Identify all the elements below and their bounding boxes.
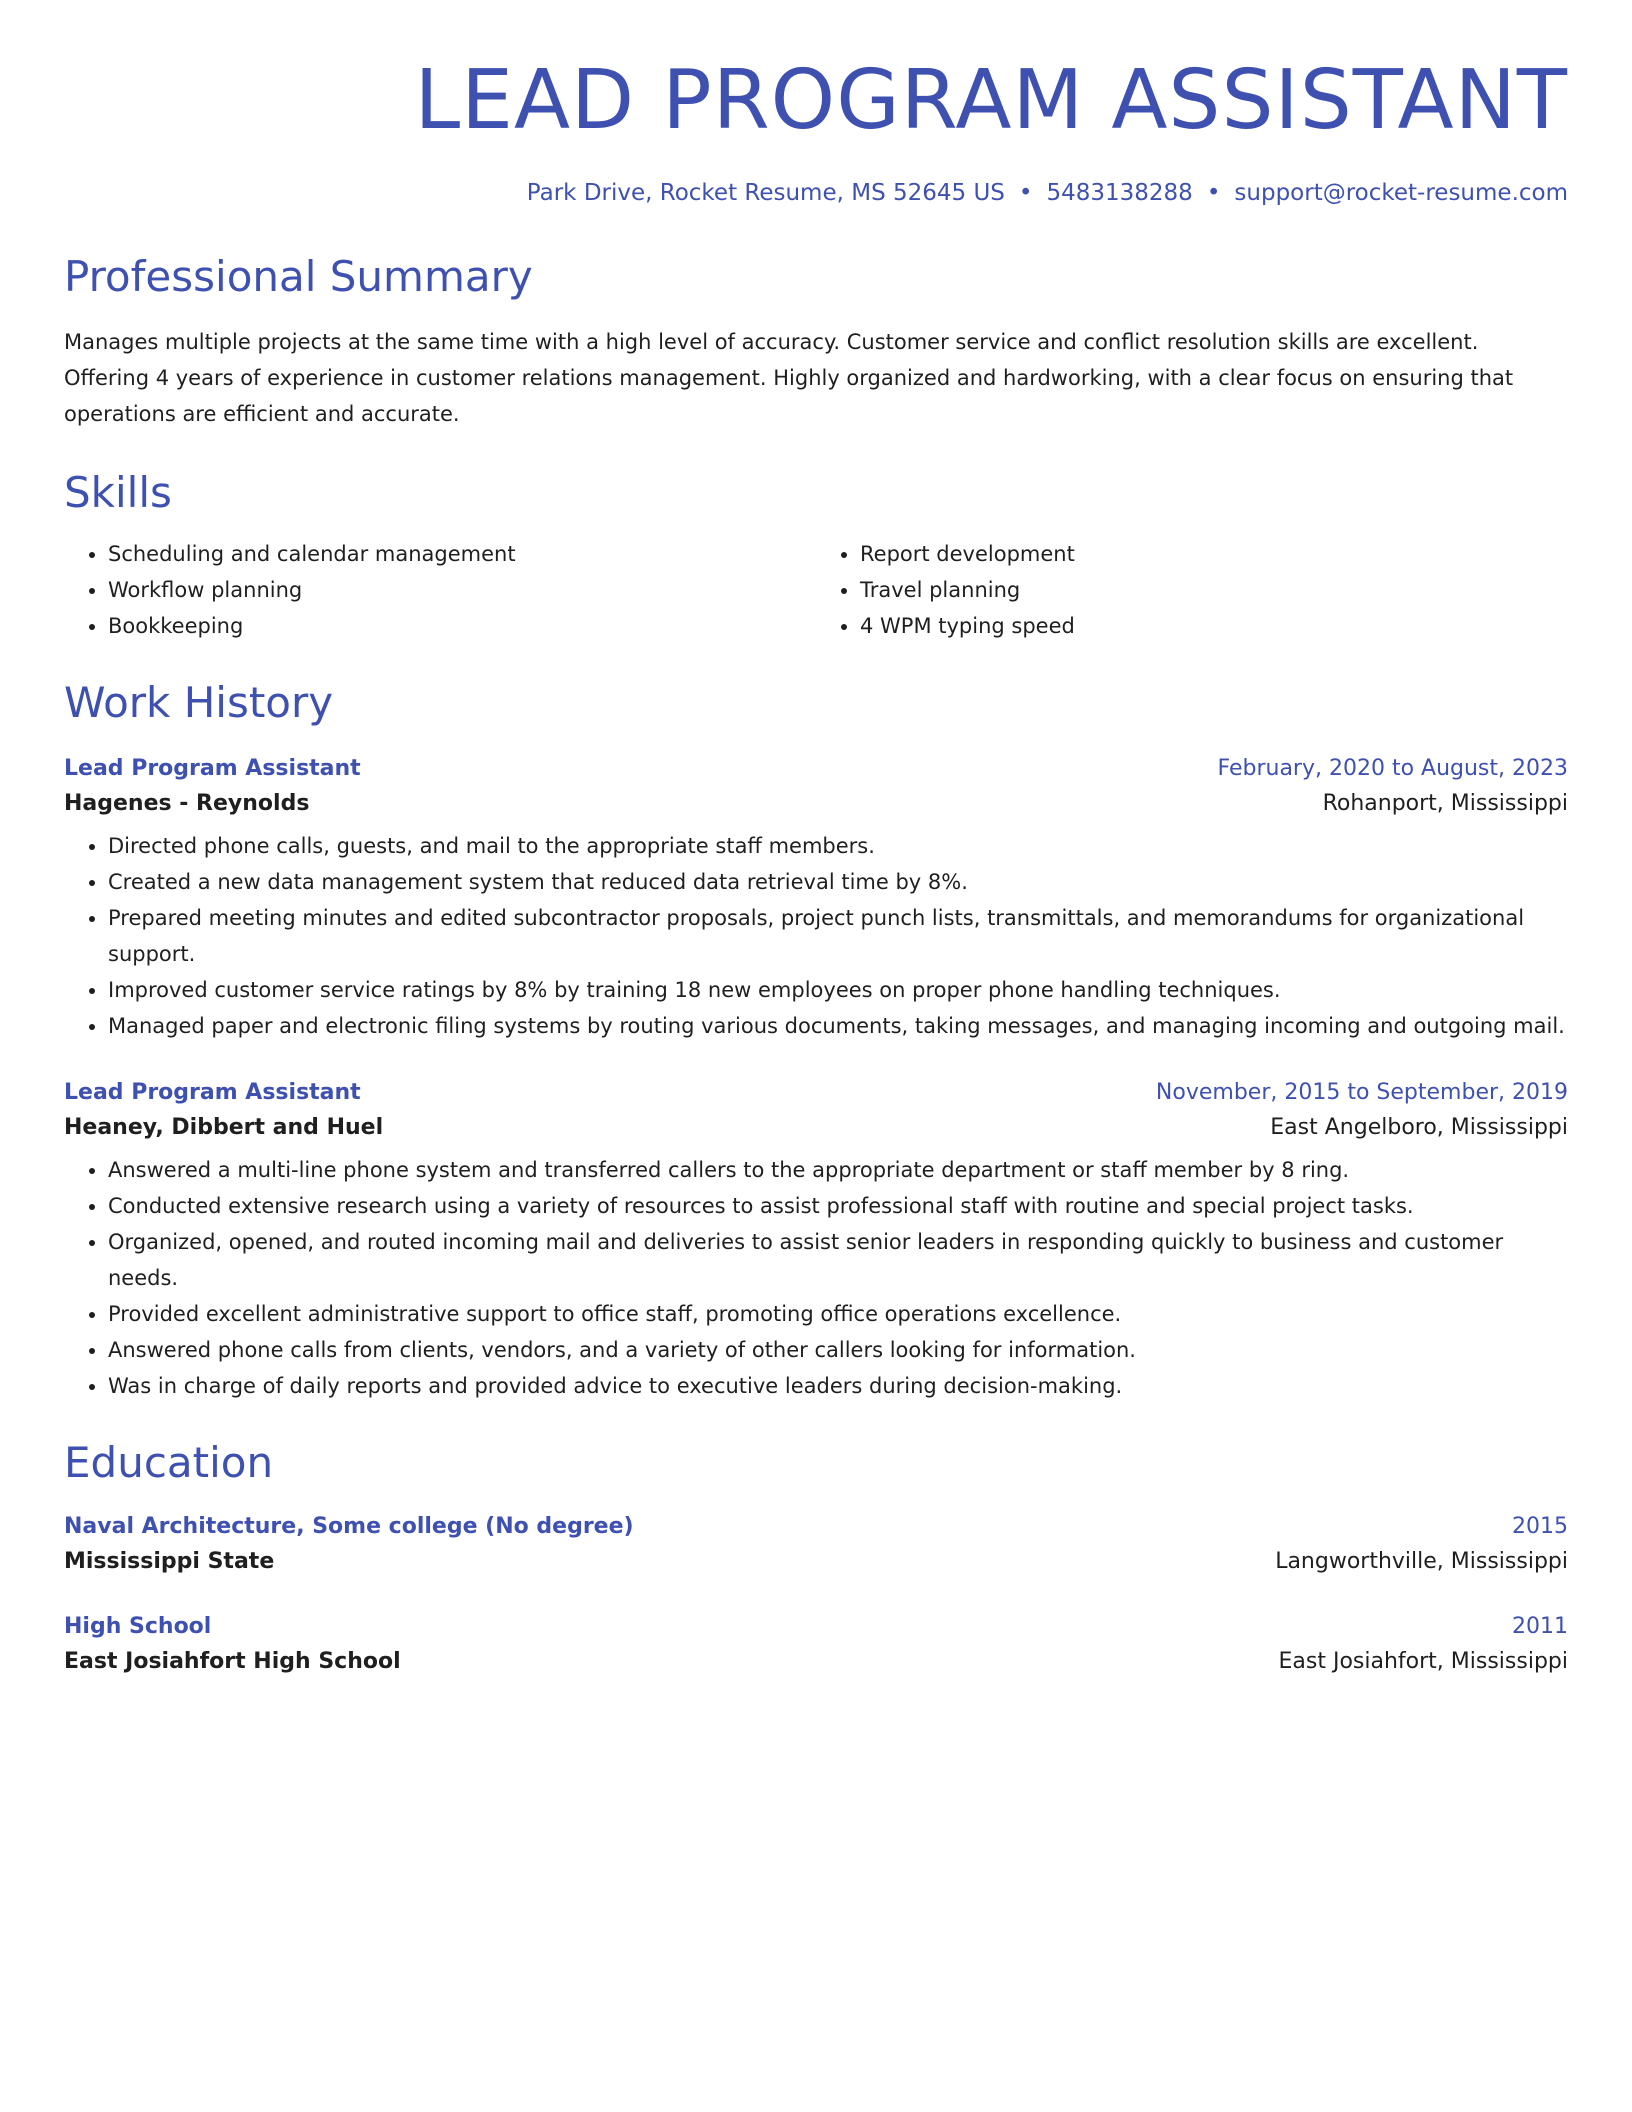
skills-column-left bbox=[64, 536, 816, 644]
job-entry bbox=[64, 1080, 1568, 1404]
job-location: Rohanport, Mississippi bbox=[1322, 791, 1568, 816]
job-bullet: • Prepared meeting minutes and edited subcontractor proposals, project punch lists, transmittals, and memorandums for organizational support. bbox=[108, 900, 1568, 972]
job-entry bbox=[64, 756, 1568, 1044]
job-bullet: • Directed phone calls, guests, and mail to the appropriate staff members. bbox=[108, 828, 1568, 864]
contact-line bbox=[64, 180, 1568, 206]
job-bullet: • Provided excellent administrative support to office staff, promoting office operations excellence. bbox=[108, 1296, 1568, 1332]
work-history-heading: Work History bbox=[64, 678, 334, 727]
summary-heading: Professional Summary bbox=[64, 252, 533, 301]
job-bullet: • Improved customer service ratings by 8% by training 18 new employees on proper phone handling techniques. bbox=[108, 972, 1568, 1008]
job-bullet: • Answered a multi-line phone system and transferred callers to the appropriate department or staff member by 8 ring. bbox=[108, 1152, 1568, 1188]
contact-separator: • bbox=[1018, 180, 1033, 206]
job-bullet: • Was in charge of daily reports and provided advice to executive leaders during decision-making. bbox=[108, 1368, 1568, 1404]
contact-separator: • bbox=[1206, 180, 1221, 206]
education-entry bbox=[64, 1614, 1568, 1674]
education-school: Mississippi State bbox=[64, 1549, 275, 1574]
education-entry bbox=[64, 1514, 1568, 1574]
job-bullet: • Managed paper and electronic filing systems by routing various documents, taking messages, and managing incoming and outgoing mail. bbox=[108, 1008, 1568, 1044]
summary-text: Manages multiple projects at the same time with a high level of accuracy. Customer service and conflict resolution skills are excellent. Offering 4 years of experience in customer relations management. Highly organized and hardworking, with a clear focus on ensuring that operations are efficient and accurate. bbox=[64, 330, 1514, 426]
education-school: East Josiahfort High School bbox=[64, 1649, 401, 1674]
job-bullet: • Created a new data management system that reduced data retrieval time by 8%. bbox=[108, 864, 1568, 900]
education-year: 2015 bbox=[1512, 1514, 1568, 1539]
job-bullets bbox=[64, 828, 1568, 1044]
education-location: East Josiahfort, Mississippi bbox=[1278, 1649, 1568, 1674]
skills-list bbox=[64, 536, 1568, 644]
skill-item: • Bookkeeping bbox=[108, 608, 816, 644]
contact-email: support@rocket-resume.com bbox=[1234, 180, 1568, 206]
skills-column-right bbox=[816, 536, 1568, 644]
job-bullet: • Answered phone calls from clients, vendors, and a variety of other callers looking for information. bbox=[108, 1332, 1568, 1368]
job-role: Lead Program Assistant bbox=[64, 756, 361, 781]
job-company: Hagenes - Reynolds bbox=[64, 791, 310, 816]
education-degree: Naval Architecture, Some college (No degree) bbox=[64, 1514, 634, 1539]
job-bullets bbox=[64, 1152, 1568, 1404]
skills-heading: Skills bbox=[64, 468, 172, 517]
contact-address: Park Drive, Rocket Resume, MS 52645 US bbox=[526, 180, 1005, 206]
skill-item: • Scheduling and calendar management bbox=[108, 536, 816, 572]
skill-item: • Workflow planning bbox=[108, 572, 816, 608]
job-company: Heaney, Dibbert and Huel bbox=[64, 1115, 384, 1140]
contact-phone: 5483138288 bbox=[1046, 180, 1193, 206]
job-dates: February, 2020 to August, 2023 bbox=[1217, 756, 1568, 781]
skill-item: • Travel planning bbox=[860, 572, 1568, 608]
education-location: Langworthville, Mississippi bbox=[1275, 1549, 1568, 1574]
education-heading: Education bbox=[64, 1438, 274, 1487]
resume-name: LEAD PROGRAM ASSISTANT bbox=[414, 53, 1568, 148]
skill-item: • Report development bbox=[860, 536, 1568, 572]
skill-item: • 4 WPM typing speed bbox=[860, 608, 1568, 644]
education-year: 2011 bbox=[1512, 1614, 1568, 1639]
job-bullet: • Conducted extensive research using a variety of resources to assist professional staff with routine and special project tasks. bbox=[108, 1188, 1568, 1224]
job-dates: November, 2015 to September, 2019 bbox=[1155, 1080, 1568, 1105]
education-degree: High School bbox=[64, 1614, 212, 1639]
job-role: Lead Program Assistant bbox=[64, 1080, 361, 1105]
job-bullet: • Organized, opened, and routed incoming mail and deliveries to assist senior leaders in responding quickly to business and customer needs. bbox=[108, 1224, 1568, 1296]
job-location: East Angelboro, Mississippi bbox=[1270, 1115, 1568, 1140]
